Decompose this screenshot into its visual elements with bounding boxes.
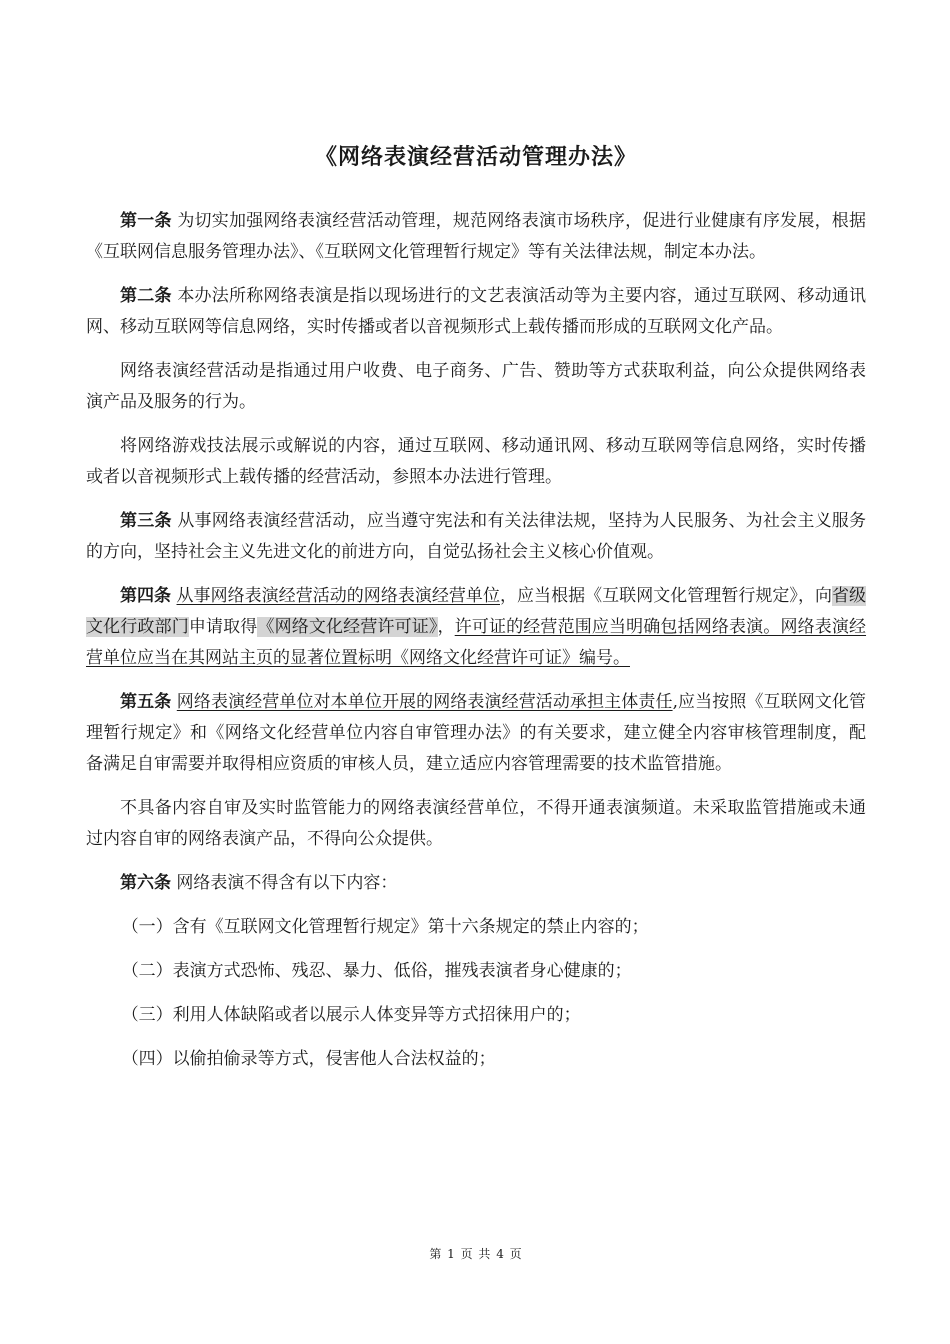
article-4-heading: 第四条	[120, 586, 172, 606]
article-6-item: （二）表演方式恐怖、残忍、暴力、低俗，摧残表演者身心健康的；	[121, 961, 632, 981]
article-4	[86, 581, 866, 674]
article-5-underline: 网络表演经营单位对本单位开展的网络表演经营活动承担主体责任	[176, 692, 673, 712]
document-page	[86, 0, 866, 1344]
article-4-underline-1: 从事网络表演经营活动的网络表演经营单位	[176, 586, 500, 606]
article-4-highlight-1: 省级文化行政部门	[86, 586, 867, 637]
article-4-text-1: ，应当根据《互联网文化管理暂行规定》，向	[500, 586, 832, 606]
article-6	[86, 868, 866, 899]
page-number-footer: 第 1 页 共 4 页	[429, 1247, 523, 1261]
article-2-paragraph-2: 网络表演经营活动是指通过用户收费、电子商务、广告、赞助等方式获取利益，向公众提供网络表演产品及服务的行为。	[86, 361, 866, 412]
article-1-text: 为切实加强网络表演经营活动管理，规范网络表演市场秩序，促进行业健康有序发展，根据《互联网信息服务管理办法》、《互联网文化管理暂行规定》等有关法律法规，制定本办法。	[86, 211, 867, 262]
article-1-heading: 第一条	[120, 211, 172, 231]
article-2-paragraph-3: 将网络游戏技法展示或解说的内容，通过互联网、移动通讯网、移动互联网等信息网络，实时传播或者以音视频形式上载传播的经营活动，参照本办法进行管理。	[86, 436, 866, 487]
article-4-text-3: ，	[437, 617, 455, 637]
article-3	[86, 506, 866, 568]
article-6-item: （三）利用人体缺陷或者以展示人体变异等方式招徕用户的；	[121, 1005, 581, 1025]
article-4-highlight-2: 《网络文化经营许可证》	[257, 617, 438, 637]
article-6-heading: 第六条	[120, 873, 171, 893]
article-2-text: 本办法所称网络表演是指以现场进行的文艺表演活动等为主要内容，通过互联网、移动通讯网、移动互联网等信息网络，实时传播或者以音视频形式上载传播而形成的互联网文化产品。	[86, 286, 867, 337]
article-6-item: （一）含有《互联网文化管理暂行规定》第十六条规定的禁止内容的；	[121, 917, 649, 937]
article-5-heading: 第五条	[120, 692, 172, 712]
article-6-item: （四）以偷拍偷录等方式，侵害他人合法权益的；	[121, 1049, 496, 1069]
document-body	[86, 206, 866, 1088]
article-2-heading: 第二条	[120, 286, 172, 306]
article-4-text-2: 申请取得	[188, 617, 258, 637]
article-2	[86, 281, 866, 343]
article-5-text: ,应当按照《互联网文化管理暂行规定》和《网络文化经营单位内容自审管理办法》的有关要求，建立健全内容审核管理制度，配备满足自审需要并取得相应资质的审核人员，建立适应内容管理需要的技术监管措施。	[86, 692, 867, 774]
article-3-text: 从事网络表演经营活动，应当遵守宪法和有关法律法规，坚持为人民服务、为社会主义服务的方向，坚持社会主义先进文化的前进方向，自觉弘扬社会主义核心价值观。	[86, 511, 867, 562]
article-5-paragraph-2: 不具备内容自审及实时监管能力的网络表演经营单位，不得开通表演频道。未采取监管措施或未通过内容自审的网络表演产品，不得向公众提供。	[86, 798, 866, 849]
article-3-heading: 第三条	[120, 511, 172, 531]
article-5	[86, 687, 866, 780]
article-4-underline-2: 许可证的经营范围应当明确包括网络表演。网络表演经营单位应当在其网站主页的显著位置标明《网络文化经营许可证》编号。	[86, 617, 867, 668]
article-1	[86, 206, 866, 268]
article-6-text: 网络表演不得含有以下内容：	[176, 873, 398, 893]
document-title: 《网络表演经营活动管理办法》	[314, 145, 637, 170]
